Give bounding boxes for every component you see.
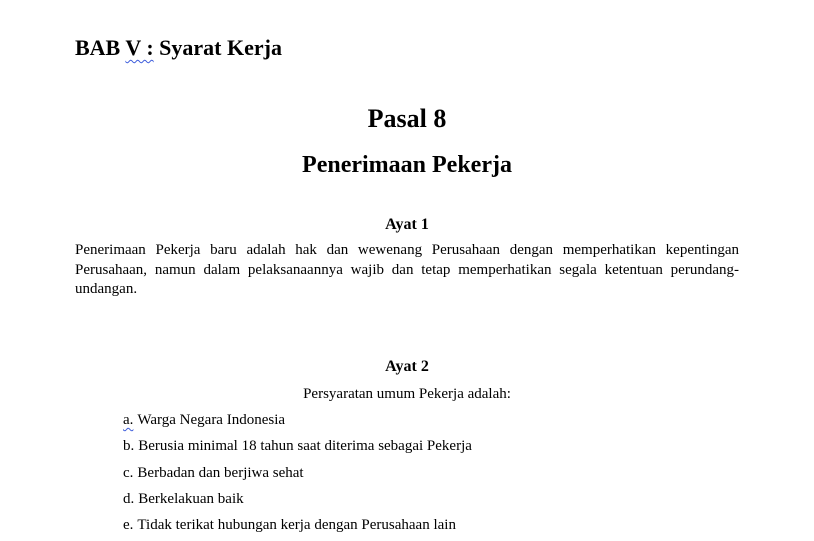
list-item bbox=[123, 410, 472, 436]
list-marker: a. bbox=[123, 412, 134, 428]
list-item-text: Berbadan dan berjiwa sehat bbox=[137, 464, 304, 481]
list-item bbox=[123, 436, 472, 462]
ayat1-paragraph: Penerimaan Pekerja baru adalah hak dan wewenang Perusahaan dengan memperhatikan kepentingan Perusahaan, namun dalam pelaksanaannya wajib dan tetap memperhatikan segala ketentuan perundang-undangan. bbox=[75, 242, 739, 297]
chapter-prefix: BAB bbox=[75, 35, 126, 60]
list-item-text: Berkelakuan baik bbox=[138, 490, 244, 507]
requirements-list bbox=[123, 410, 472, 541]
list-marker: b. bbox=[123, 438, 135, 455]
list-item bbox=[123, 463, 472, 489]
list-marker: d. bbox=[123, 490, 135, 507]
chapter-number: V : bbox=[125, 35, 154, 60]
ayat1-heading: Ayat 1 bbox=[385, 216, 429, 233]
chapter-heading bbox=[75, 34, 282, 62]
chapter-title: Syarat Kerja bbox=[153, 35, 282, 60]
list-item-text: Warga Negara Indonesia bbox=[137, 412, 286, 428]
ayat2-heading: Ayat 2 bbox=[385, 358, 429, 375]
list-item-text: Tidak terikat hubungan kerja dengan Perusahaan lain bbox=[137, 517, 456, 534]
list-item bbox=[123, 515, 472, 541]
article-subtitle: Penerimaan Pekerja bbox=[302, 152, 512, 178]
ayat2-intro: Persyaratan umum Pekerja adalah: bbox=[303, 386, 511, 402]
list-marker: c. bbox=[123, 464, 134, 481]
article-title: Pasal 8 bbox=[367, 104, 447, 133]
list-item-text: Berusia minimal 18 tahun saat diterima sebagai Pekerja bbox=[138, 438, 472, 455]
list-marker: e. bbox=[123, 517, 134, 534]
list-item bbox=[123, 489, 472, 515]
